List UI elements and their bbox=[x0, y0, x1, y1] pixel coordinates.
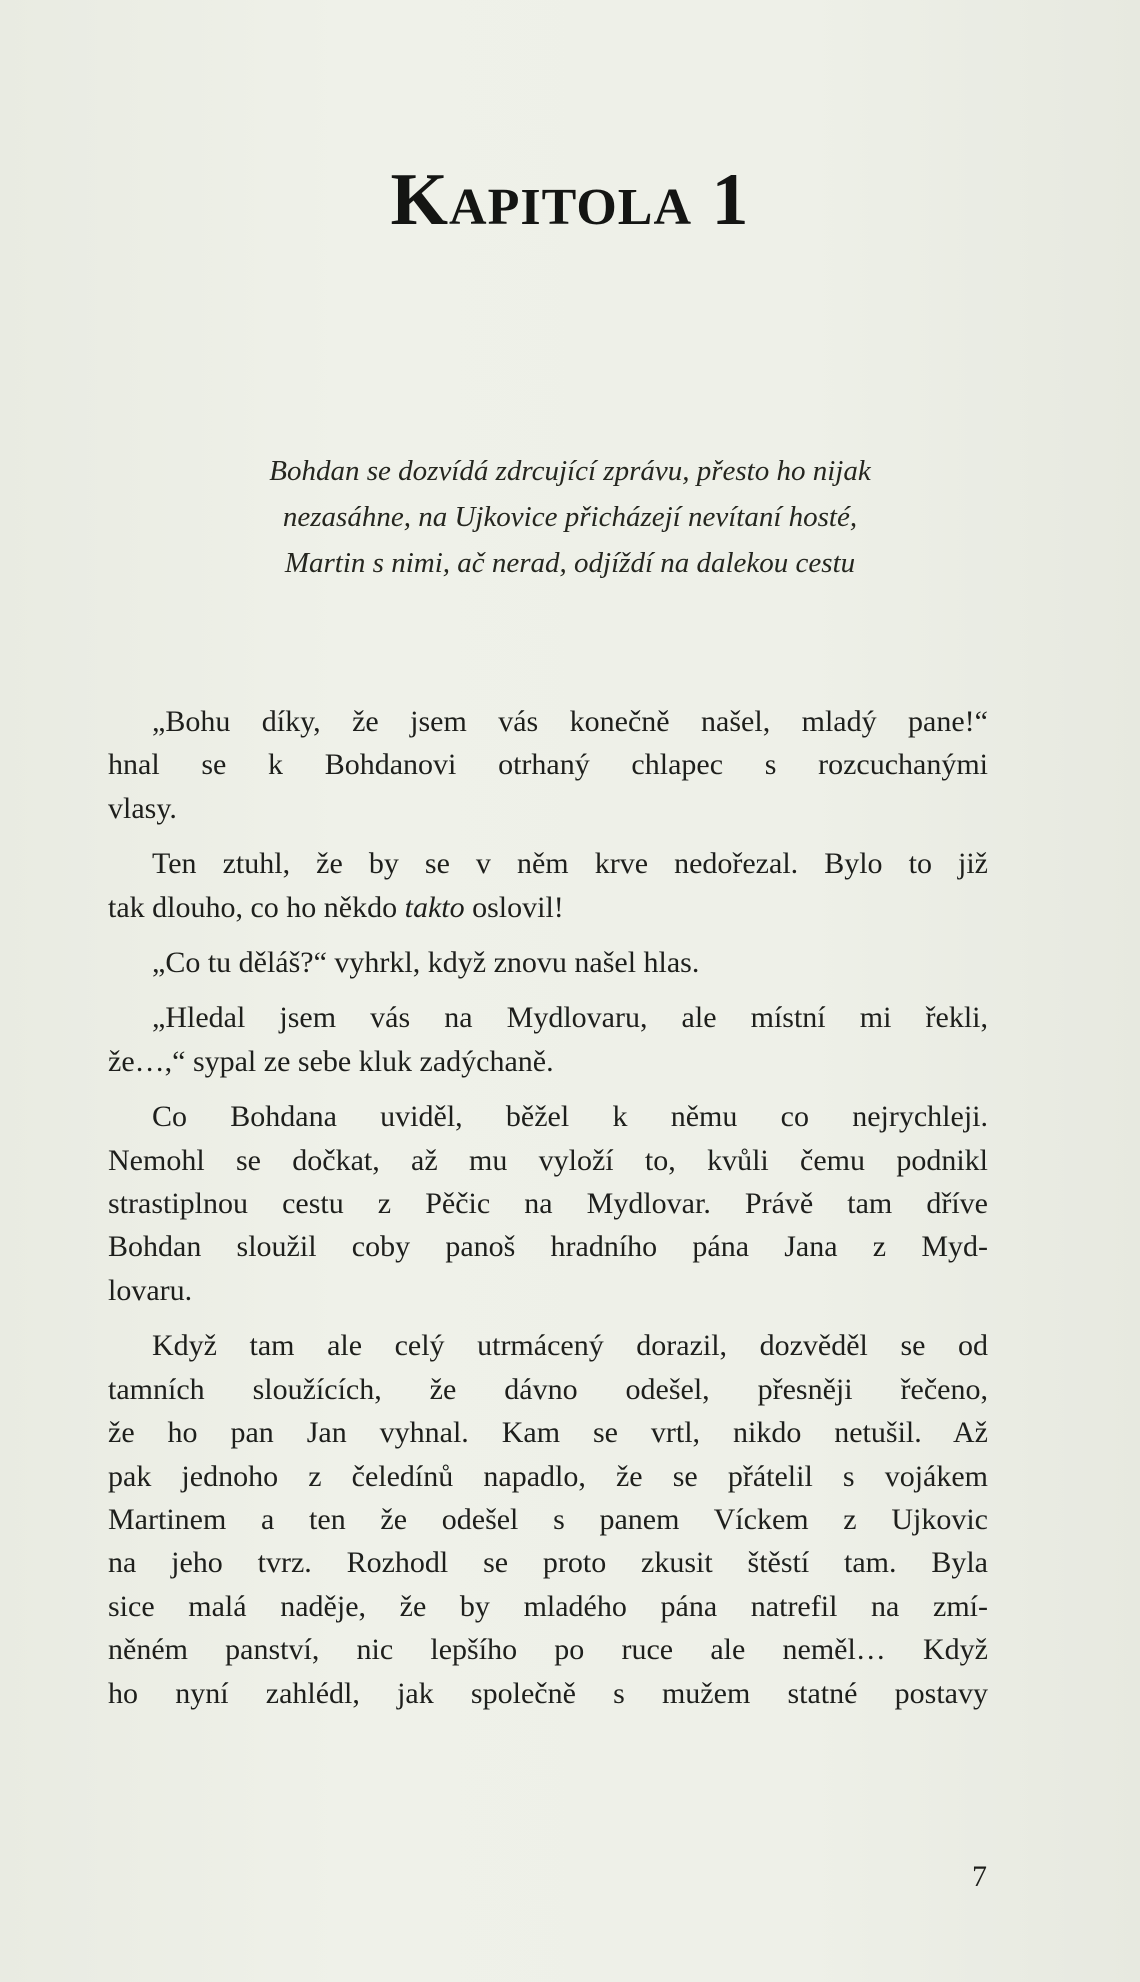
text-line: sice malá naděje, že by mladého pána natrefil na zmí- bbox=[108, 1589, 988, 1623]
text-line: strastiplnou cestu z Pěčic na Mydlovar. Právě tam dříve bbox=[108, 1187, 988, 1221]
text-line: že…,“ sypal ze sebe kluk zadýchaně. bbox=[108, 1044, 554, 1078]
chapter-title: Kapitola 1 bbox=[390, 159, 750, 241]
text-line: „Co tu děláš?“ vyhrkl, když znovu našel hlas. bbox=[152, 946, 700, 980]
text-line: ho nyní zahlédl, jak společně s mužem statné postavy bbox=[108, 1676, 988, 1710]
text-line: Co Bohdana uviděl, běžel k němu co nejrychleji. bbox=[152, 1100, 988, 1134]
summary-line: nezasáhne, na Ujkovice přicházejí nevítaní hosté, bbox=[282, 501, 858, 533]
page-number: 7 bbox=[972, 1860, 987, 1893]
text-line: na jeho tvrz. Rozhodl se proto zkusit štěstí tam. Byla bbox=[108, 1546, 988, 1580]
text-line: Nemohl se dočkat, až mu vyloží to, kvůli čemu podnikl bbox=[108, 1143, 988, 1177]
chapter-body bbox=[108, 700, 988, 1715]
text-line: Když tam ale celý utrmácený dorazil, dozvěděl se od bbox=[152, 1329, 988, 1363]
text-line: Ten ztuhl, že by se v něm krve nedořezal. Bylo to již bbox=[152, 847, 988, 881]
chapter-summary bbox=[120, 448, 1020, 586]
text-line: vlasy. bbox=[108, 791, 177, 825]
text-line: tamních sloužících, že dávno odešel, přesněji řečeno, bbox=[108, 1372, 988, 1406]
text-line: „Hledal jsem vás na Mydlovaru, ale místní mi řekli, bbox=[152, 1001, 988, 1035]
text-line: že ho pan Jan vyhnal. Kam se vrtl, nikdo netušil. Až bbox=[108, 1416, 988, 1450]
text-line: Bohdan sloužil coby panoš hradního pána Jana z Myd- bbox=[108, 1230, 988, 1264]
text-line: lovaru. bbox=[108, 1273, 193, 1307]
summary-line: Bohdan se dozvídá zdrcující zprávu, přesto ho nijak bbox=[269, 455, 871, 487]
text-line bbox=[108, 886, 988, 929]
text-fragment: tak dlouho, co ho někdo bbox=[108, 890, 405, 924]
text-line: pak jednoho z čeledínů napadlo, že se přátelil s vojákem bbox=[108, 1459, 988, 1493]
text-line: Martinem a ten že odešel s panem Víckem z Ujkovic bbox=[108, 1502, 988, 1536]
text-line: něném panství, nic lepšího po ruce ale neměl… Když bbox=[108, 1633, 988, 1667]
emphasized-word: takto bbox=[404, 890, 465, 924]
text-line: „Bohu díky, že jsem vás konečně našel, mladý pane!“ bbox=[152, 705, 988, 738]
summary-line: Martin s nimi, ač nerad, odjíždí na dalekou cestu bbox=[284, 547, 856, 579]
text-fragment: oslovil! bbox=[464, 890, 564, 924]
text-line: hnal se k Bohdanovi otrhaný chlapec s rozcuchanými bbox=[108, 748, 988, 782]
